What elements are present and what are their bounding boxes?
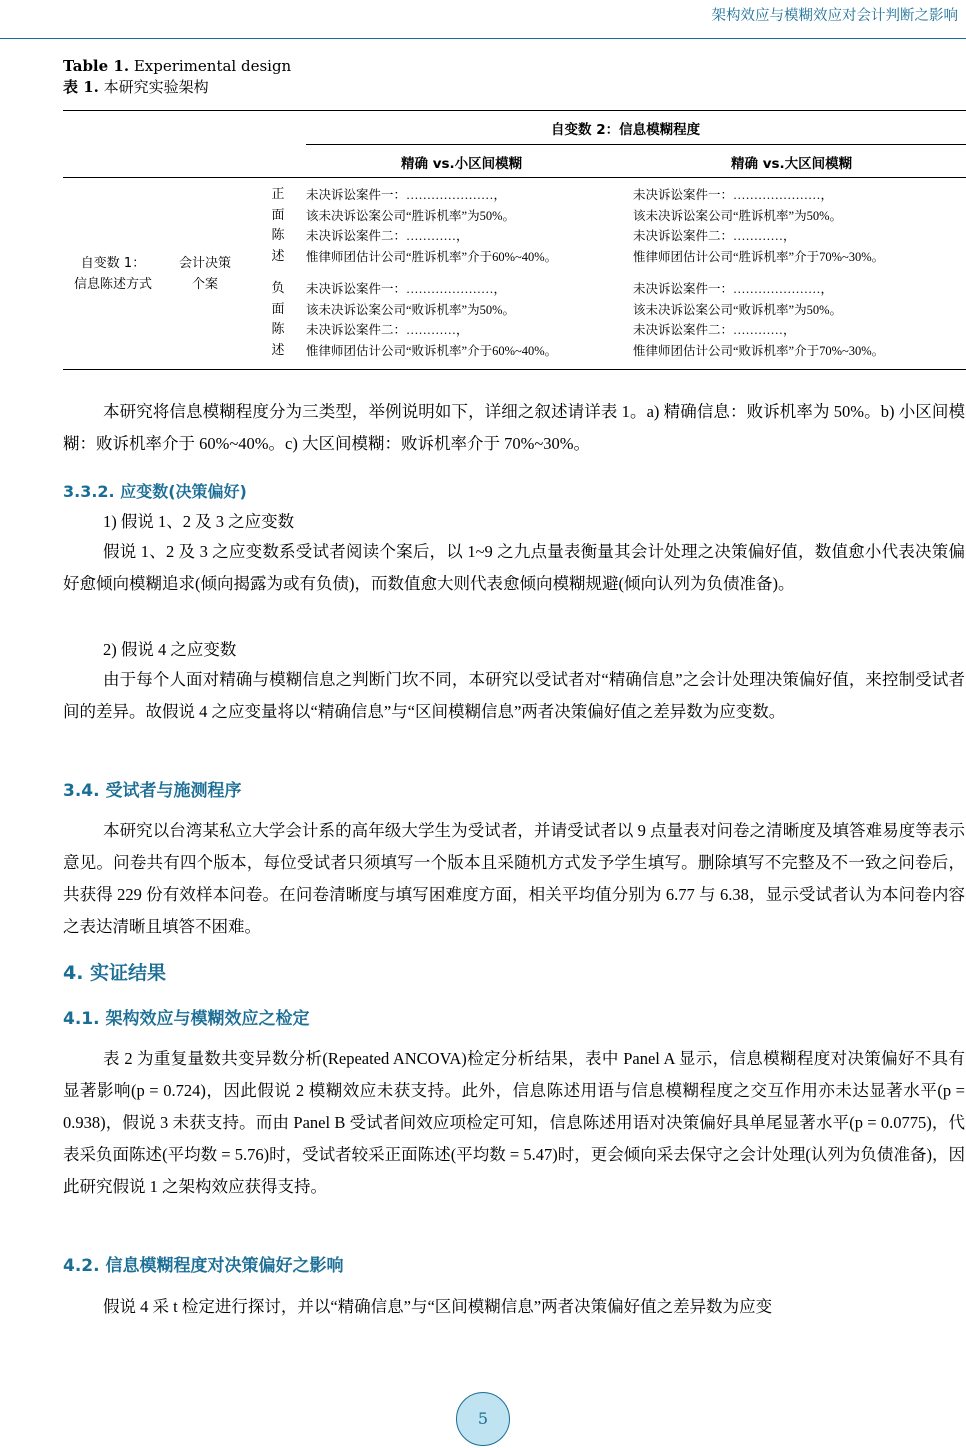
col1-header: 精确 vs.小区间模糊 <box>401 156 523 172</box>
table-top-rule <box>63 110 966 111</box>
list-item-2: 2) 假说 4 之应变数 <box>103 640 237 659</box>
iv1-label: 自变数 1： 信息陈述方式 <box>73 256 152 292</box>
negative-framing-label: 负 面 陈 述 <box>271 281 285 358</box>
paragraph-dv-h1-3: 假说 1、2 及 3 之应变数系受试者阅读个案后，以 1~9 之九点量表衡量其会计处理之决策偏好值，数值愈小代表决策偏好愈倾向模糊追求(倾向揭露为或有负债)，而数值愈大则代表愈倾向模糊规避(倾向认列为负债准备)。 <box>63 542 965 593</box>
running-header <box>0 0 966 40</box>
pos-small-interval-cell: 未决诉讼案件一：…………………， 该未决诉讼案公司“胜诉机率”为50%。 未决诉讼案件二：…………， 惟律师团估计公司“胜诉机率”介于60%~40%。 <box>306 188 558 264</box>
header-rule <box>0 38 966 39</box>
paragraph-ancova-results: 表 2 为重复量数共变异数分析(Repeated ANCOVA)检定分析结果，表中 Panel A 显示，信息模糊程度对决策偏好不具有显著影响(p = 0.724)，因此假说 2 模糊效应未获支持。此外，信息陈述用语与信息模糊程度之交互作用亦未达显著水平(p = 0.938)，假说 3 未获支持。而由 Panel B 受试者间效应项检定可知，信息陈述用语对决策偏好具单尾显著水平(p = 0.0775)，代表采负面陈述(平均数 = 5.76)时，受试者较采正面陈述(平均数 = 5.47)时，更会倾向采去保守之会计处理(认列为负债准备)，因此研究假说 1 之架构效应获得支持。 <box>63 1049 965 1196</box>
neg-small-interval-cell: 未决诉讼案件一：…………………， 该未决诉讼案公司“败诉机率”为50%。 未决诉讼案件二：…………， 惟律师团估计公司“败诉机率”介于60%~40%。 <box>306 282 558 358</box>
paragraph-dv-h4: 由于每个人面对精确与模糊信息之判断门坎不同，本研究以受试者对“精确信息”之会计处理决策偏好值，来控制受试者间的差异。故假说 4 之应变量将以“精确信息”与“区间模糊信息”两者决策偏好值之差异数为应变数。 <box>63 670 965 721</box>
table-bottom-rule <box>63 369 966 370</box>
iv2-header: 自变数 2：信息模糊程度 <box>551 122 701 138</box>
caption-zh: 表 1. 本研究实验架构 <box>63 78 209 96</box>
section-4-2-heading: 4.2. 信息模糊程度对决策偏好之影响 <box>63 1256 344 1276</box>
section-3-3-2-heading: 3.3.2. 应变数(决策偏好) <box>63 482 247 501</box>
page-number: 5 <box>456 1392 510 1446</box>
section-4-1-heading: 4.1. 架构效应与模糊效应之检定 <box>63 1009 310 1029</box>
caption-en: Table 1. Experimental design <box>63 57 292 75</box>
pos-large-interval-cell: 未决诉讼案件一：…………………， 该未决诉讼案公司“胜诉机率”为50%。 未决诉讼案件二：…………， 惟律师团估计公司“胜诉机率”介于70%~30%。 <box>633 188 885 264</box>
header-bottom-rule <box>63 177 966 178</box>
section-4-heading: 4. 实证结果 <box>63 962 167 984</box>
running-title: 架构效应与模糊效应对会计判断之影响 <box>711 8 958 24</box>
col2-header: 精确 vs.大区间模糊 <box>731 156 853 172</box>
table-caption <box>63 56 291 98</box>
paragraph-ambiguity-types: 本研究将信息模糊程度分为三类型，举例说明如下，详细之叙述请详表 1。a) 精确信息：败诉机率为 50%。b) 小区间模糊：败诉机率介于 60%~40%。c) 大区间模糊：败诉机率介于 70%~30%。 <box>63 402 965 453</box>
paragraph-subjects: 本研究以台湾某私立大学会计系的高年级大学生为受试者，并请受试者以 9 点量表对问卷之清晰度及填答难易度等表示意见。问卷共有四个版本，每位受试者只须填写一个版本且采随机方式发予学生填写。删除填写不完整及不一致之问卷后，共获得 229 份有效样本问卷。在问卷清晰度与填写困难度方面，相关平均值分别为 6.77 与 6.38，显示受试者认为本问卷内容之表达清晰且填答不困难。 <box>63 821 965 936</box>
list-item-1: 1) 假说 1、2 及 3 之应变数 <box>103 512 295 531</box>
positive-framing-label: 正 面 陈 述 <box>271 187 285 264</box>
iv2-underline <box>306 144 966 145</box>
neg-large-interval-cell: 未决诉讼案件一：…………………， 该未决诉讼案公司“败诉机率”为50%。 未决诉讼案件二：…………， 惟律师团估计公司“败诉机率”介于70%~30%。 <box>633 282 885 358</box>
case-label: 会计决策 个案 <box>178 256 231 292</box>
paragraph-t-test: 假说 4 采 t 检定进行探讨，并以“精确信息”与“区间模糊信息”两者决策偏好值之差异数为应变 <box>103 1297 773 1316</box>
section-3-4-heading: 3.4. 受试者与施测程序 <box>63 781 242 801</box>
